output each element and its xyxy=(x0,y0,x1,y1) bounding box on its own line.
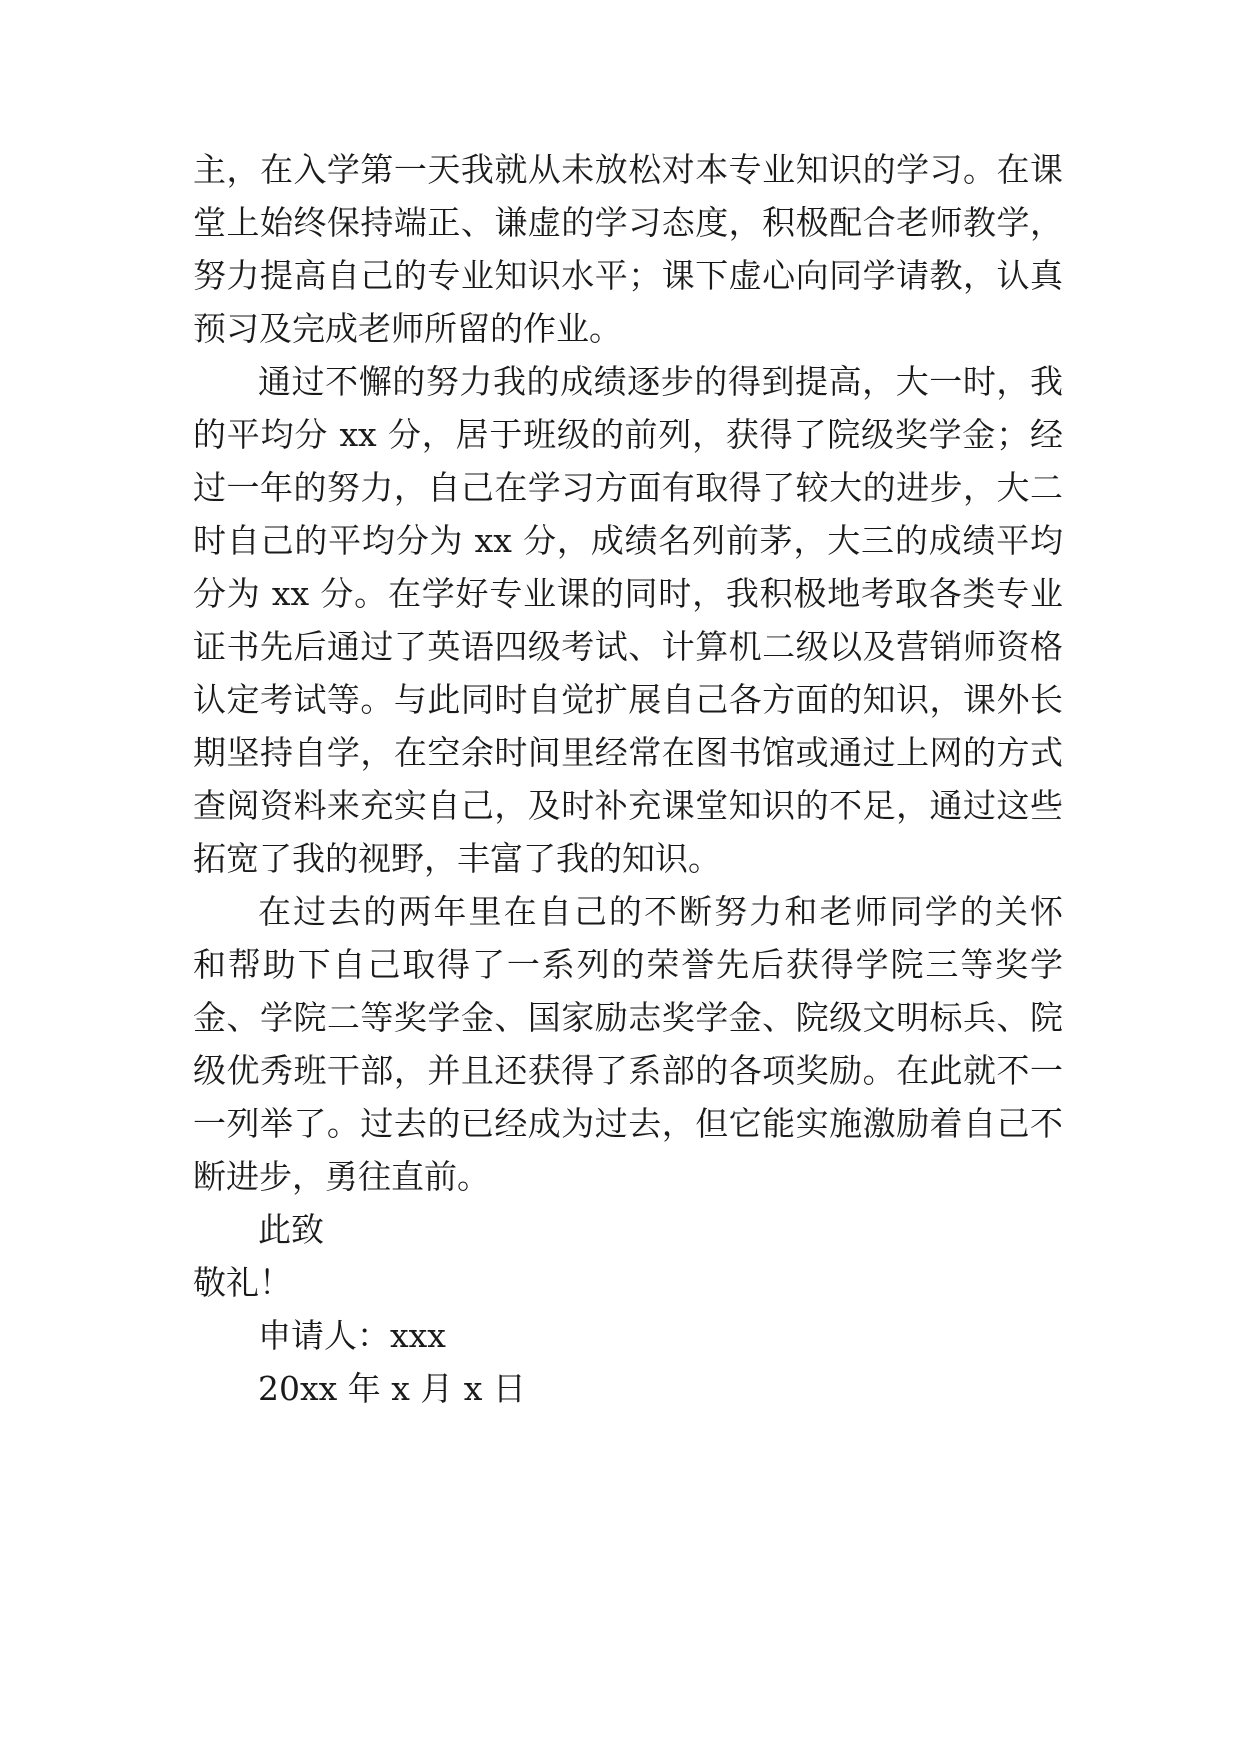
paragraph-line: 努力提高自己的专业知识水平；课下虚心向同学请教，认真 xyxy=(193,256,1063,295)
paragraph-line: 金、学院二等奖学金、国家励志奖学金、院级文明标兵、院 xyxy=(193,998,1063,1037)
paragraph-line: 在过去的两年里在自己的不断努力和老师同学的关怀 xyxy=(258,892,1063,931)
paragraph-line: 的平均分 xx 分，居于班级的前列，获得了院级奖学金；经 xyxy=(193,415,1063,454)
paragraph-line: 时自己的平均分为 xx 分，成绩名列前茅，大三的成绩平均 xyxy=(193,521,1063,560)
paragraph-line: 拓宽了我的视野，丰富了我的知识。 xyxy=(193,839,721,878)
paragraph-line: 主，在入学第一天我就从未放松对本专业知识的学习。在课 xyxy=(193,150,1063,189)
paragraph-line: 断进步，勇往直前。 xyxy=(193,1157,490,1196)
salute-text: 敬礼！ xyxy=(193,1263,292,1302)
paragraph-line: 查阅资料来充实自己，及时补充课堂知识的不足，通过这些 xyxy=(193,786,1063,825)
paragraph-line: 堂上始终保持端正、谦虚的学习态度，积极配合老师教学， xyxy=(193,203,1063,242)
paragraph-line: 通过不懈的努力我的成绩逐步的得到提高，大一时，我 xyxy=(258,362,1063,401)
paragraph-line: 认定考试等。与此同时自觉扩展自己各方面的知识，课外长 xyxy=(193,680,1063,719)
paragraph-line: 证书先后通过了英语四级考试、计算机二级以及营销师资格 xyxy=(193,627,1063,666)
document-date: 20xx 年 x 月 x 日 xyxy=(258,1369,526,1408)
paragraph-line: 预习及完成老师所留的作业。 xyxy=(193,309,622,348)
paragraph-line: 级优秀班干部，并且还获得了系部的各项奖励。在此就不一 xyxy=(193,1051,1063,1090)
paragraph-line: 分为 xx 分。在学好专业课的同时，我积极地考取各类专业 xyxy=(193,574,1063,613)
paragraph-line: 期坚持自学，在空余时间里经常在图书馆或通过上网的方式 xyxy=(193,733,1063,772)
closing-text: 此致 xyxy=(258,1210,324,1249)
paragraph-line: 一列举了。过去的已经成为过去，但它能实施激励着自己不 xyxy=(193,1104,1063,1143)
applicant-signature: 申请人：xxx xyxy=(258,1316,446,1355)
paragraph-line: 过一年的努力，自己在学习方面有取得了较大的进步，大二 xyxy=(193,468,1063,507)
paragraph-line: 和帮助下自己取得了一系列的荣誉先后获得学院三等奖学 xyxy=(193,945,1063,984)
